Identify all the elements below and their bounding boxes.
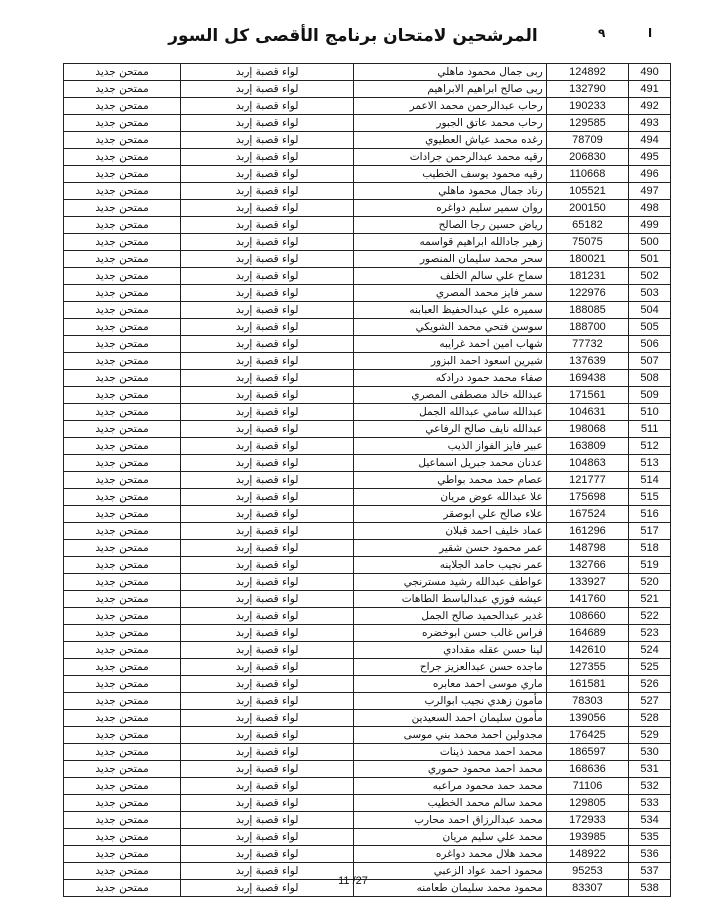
- name-cell: ربى صالح ابراهيم الابراهيم: [354, 81, 546, 98]
- id-cell: 161581: [546, 676, 628, 693]
- id-cell: 198068: [546, 421, 628, 438]
- name-cell: محمد حمد محمود مراعبه: [354, 778, 546, 795]
- status-cell: ممتحن جديد: [64, 353, 181, 370]
- district-cell: لواء قصبة إربد: [181, 778, 354, 795]
- district-cell: لواء قصبة إربد: [181, 132, 354, 149]
- name-cell: شيرين اسعود احمد البزور: [354, 353, 546, 370]
- row-number-cell: 536: [629, 846, 671, 863]
- district-cell: لواء قصبة إربد: [181, 795, 354, 812]
- name-cell: سمر فايز محمد المصري: [354, 285, 546, 302]
- id-cell: 171561: [546, 387, 628, 404]
- table-row: [64, 81, 671, 98]
- status-cell: ممتحن جديد: [64, 744, 181, 761]
- id-cell: 75075: [546, 234, 628, 251]
- row-number-cell: 500: [629, 234, 671, 251]
- id-cell: 167524: [546, 506, 628, 523]
- table-row: [64, 489, 671, 506]
- id-cell: 105521: [546, 183, 628, 200]
- id-cell: 124892: [546, 64, 628, 81]
- name-cell: محمود احمد عواد الزعبي: [354, 863, 546, 880]
- id-cell: 193985: [546, 829, 628, 846]
- row-number-cell: 509: [629, 387, 671, 404]
- name-cell: مجدولين احمد محمد بني موسى: [354, 727, 546, 744]
- id-cell: 142610: [546, 642, 628, 659]
- row-number-cell: 534: [629, 812, 671, 829]
- district-cell: لواء قصبة إربد: [181, 727, 354, 744]
- table-row: [64, 285, 671, 302]
- id-cell: 139056: [546, 710, 628, 727]
- district-cell: لواء قصبة إربد: [181, 438, 354, 455]
- table-row: [64, 64, 671, 81]
- table-row: [64, 98, 671, 115]
- id-cell: 188700: [546, 319, 628, 336]
- district-cell: لواء قصبة إربد: [181, 183, 354, 200]
- status-cell: ممتحن جديد: [64, 98, 181, 115]
- name-cell: مأمون زهدي نجيب ابوالرب: [354, 693, 546, 710]
- id-cell: 127355: [546, 659, 628, 676]
- status-cell: ممتحن جديد: [64, 778, 181, 795]
- row-number-cell: 516: [629, 506, 671, 523]
- row-number-cell: 491: [629, 81, 671, 98]
- row-number-cell: 525: [629, 659, 671, 676]
- district-cell: لواء قصبة إربد: [181, 744, 354, 761]
- status-cell: ممتحن جديد: [64, 149, 181, 166]
- id-cell: 133927: [546, 574, 628, 591]
- name-cell: محمد احمد محمد ذينات: [354, 744, 546, 761]
- district-cell: لواء قصبة إربد: [181, 81, 354, 98]
- district-cell: لواء قصبة إربد: [181, 268, 354, 285]
- status-cell: ممتحن جديد: [64, 625, 181, 642]
- row-number-cell: 493: [629, 115, 671, 132]
- status-cell: ممتحن جديد: [64, 642, 181, 659]
- name-cell: عمر نجيب حامد الجلاينه: [354, 557, 546, 574]
- name-cell: سوسن فتحي محمد الشويكي: [354, 319, 546, 336]
- district-cell: لواء قصبة إربد: [181, 115, 354, 132]
- district-cell: لواء قصبة إربد: [181, 217, 354, 234]
- district-cell: لواء قصبة إربد: [181, 676, 354, 693]
- table-row: [64, 693, 671, 710]
- row-number-cell: 499: [629, 217, 671, 234]
- table-row: [64, 523, 671, 540]
- district-cell: لواء قصبة إربد: [181, 693, 354, 710]
- id-cell: 148798: [546, 540, 628, 557]
- table-row: [64, 574, 671, 591]
- district-cell: لواء قصبة إربد: [181, 642, 354, 659]
- row-number-cell: 514: [629, 472, 671, 489]
- name-cell: عدنان محمد جبريل اسماعيل: [354, 455, 546, 472]
- row-number-cell: 502: [629, 268, 671, 285]
- status-cell: ممتحن جديد: [64, 285, 181, 302]
- id-cell: 168636: [546, 761, 628, 778]
- status-cell: ممتحن جديد: [64, 608, 181, 625]
- id-cell: 161296: [546, 523, 628, 540]
- id-cell: 108660: [546, 608, 628, 625]
- id-cell: 83307: [546, 880, 628, 897]
- row-number-cell: 532: [629, 778, 671, 795]
- row-number-cell: 521: [629, 591, 671, 608]
- table-row: [64, 557, 671, 574]
- id-cell: 132790: [546, 81, 628, 98]
- name-cell: فراس غالب حسن ابوخضره: [354, 625, 546, 642]
- status-cell: ممتحن جديد: [64, 846, 181, 863]
- name-cell: محمد عبدالرزاق احمد محارب: [354, 812, 546, 829]
- district-cell: لواء قصبة إربد: [181, 846, 354, 863]
- name-cell: علا عبدالله عوض مريان: [354, 489, 546, 506]
- district-cell: لواء قصبة إربد: [181, 336, 354, 353]
- status-cell: ممتحن جديد: [64, 115, 181, 132]
- id-cell: 200150: [546, 200, 628, 217]
- table-row: [64, 812, 671, 829]
- row-number-cell: 492: [629, 98, 671, 115]
- status-cell: ممتحن جديد: [64, 693, 181, 710]
- status-cell: ممتحن جديد: [64, 880, 181, 897]
- name-cell: روان سمير سليم دواغره: [354, 200, 546, 217]
- table-row: [64, 625, 671, 642]
- status-cell: ممتحن جديد: [64, 438, 181, 455]
- name-cell: عيشه فوزي عبدالباسط الطاهات: [354, 591, 546, 608]
- status-cell: ممتحن جديد: [64, 455, 181, 472]
- district-cell: لواء قصبة إربد: [181, 98, 354, 115]
- id-cell: 190233: [546, 98, 628, 115]
- name-cell: شهاب امين احمد غرايبه: [354, 336, 546, 353]
- row-number-cell: 513: [629, 455, 671, 472]
- id-cell: 129585: [546, 115, 628, 132]
- id-cell: 65182: [546, 217, 628, 234]
- row-number-cell: 528: [629, 710, 671, 727]
- table-row: [64, 115, 671, 132]
- name-cell: عبدالله خالد مصطفى المصري: [354, 387, 546, 404]
- table-row: [64, 251, 671, 268]
- name-cell: عصام حمد محمد بواطي: [354, 472, 546, 489]
- id-cell: 164689: [546, 625, 628, 642]
- id-cell: 188085: [546, 302, 628, 319]
- id-cell: 206830: [546, 149, 628, 166]
- table-row: [64, 421, 671, 438]
- district-cell: لواء قصبة إربد: [181, 659, 354, 676]
- id-cell: 163809: [546, 438, 628, 455]
- district-cell: لواء قصبة إربد: [181, 863, 354, 880]
- status-cell: ممتحن جديد: [64, 829, 181, 846]
- name-cell: محمود محمد سليمان طعامنه: [354, 880, 546, 897]
- status-cell: ممتحن جديد: [64, 336, 181, 353]
- status-cell: ممتحن جديد: [64, 166, 181, 183]
- name-cell: سميره علي عبدالحفيظ العبابنه: [354, 302, 546, 319]
- table-row: [64, 302, 671, 319]
- table-row: [64, 591, 671, 608]
- name-cell: عبير فايز الفواز الذيب: [354, 438, 546, 455]
- name-cell: سحر محمد سليمان المنصور: [354, 251, 546, 268]
- table-row: [64, 778, 671, 795]
- row-number-cell: 523: [629, 625, 671, 642]
- row-number-cell: 526: [629, 676, 671, 693]
- name-cell: ماجده حسن عبدالعزيز جراح: [354, 659, 546, 676]
- table-row: [64, 761, 671, 778]
- id-cell: 110668: [546, 166, 628, 183]
- table-row: [64, 200, 671, 217]
- status-cell: ممتحن جديد: [64, 64, 181, 81]
- row-number-cell: 498: [629, 200, 671, 217]
- name-cell: مأمون سليمان احمد السعيدين: [354, 710, 546, 727]
- table-row: [64, 676, 671, 693]
- id-cell: 181231: [546, 268, 628, 285]
- row-number-cell: 529: [629, 727, 671, 744]
- district-cell: لواء قصبة إربد: [181, 353, 354, 370]
- status-cell: ممتحن جديد: [64, 319, 181, 336]
- district-cell: لواء قصبة إربد: [181, 574, 354, 591]
- table-row: [64, 387, 671, 404]
- status-cell: ممتحن جديد: [64, 676, 181, 693]
- row-number-cell: 504: [629, 302, 671, 319]
- district-cell: لواء قصبة إربد: [181, 285, 354, 302]
- district-cell: لواء قصبة إربد: [181, 302, 354, 319]
- status-cell: ممتحن جديد: [64, 659, 181, 676]
- row-number-cell: 522: [629, 608, 671, 625]
- table-row: [64, 166, 671, 183]
- district-cell: لواء قصبة إربد: [181, 404, 354, 421]
- district-cell: لواء قصبة إربد: [181, 557, 354, 574]
- name-cell: رناد جمال محمود ماهلي: [354, 183, 546, 200]
- id-cell: 172933: [546, 812, 628, 829]
- name-cell: ماري موسى احمد معابره: [354, 676, 546, 693]
- table-row: [64, 234, 671, 251]
- id-cell: 121777: [546, 472, 628, 489]
- row-number-cell: 537: [629, 863, 671, 880]
- row-number-cell: 501: [629, 251, 671, 268]
- id-cell: 132766: [546, 557, 628, 574]
- table-row: [64, 404, 671, 421]
- district-cell: لواء قصبة إربد: [181, 200, 354, 217]
- row-number-cell: 535: [629, 829, 671, 846]
- district-cell: لواء قصبة إربد: [181, 625, 354, 642]
- table-row: [64, 149, 671, 166]
- status-cell: ممتحن جديد: [64, 370, 181, 387]
- table-row: [64, 438, 671, 455]
- id-cell: 169438: [546, 370, 628, 387]
- name-cell: محمد هلال محمد دواغره: [354, 846, 546, 863]
- row-number-cell: 517: [629, 523, 671, 540]
- corner-mark: ا: [648, 26, 653, 40]
- district-cell: لواء قصبة إربد: [181, 251, 354, 268]
- row-number-cell: 497: [629, 183, 671, 200]
- row-number-cell: 520: [629, 574, 671, 591]
- name-cell: رحاب عبدالرحمن محمد الاعمر: [354, 98, 546, 115]
- district-cell: لواء قصبة إربد: [181, 387, 354, 404]
- id-cell: 129805: [546, 795, 628, 812]
- name-cell: عبدالله نايف صالح الرفاعي: [354, 421, 546, 438]
- table-row: [64, 642, 671, 659]
- table-row: [64, 506, 671, 523]
- id-cell: 104863: [546, 455, 628, 472]
- name-cell: لينا حسن عقله مقدادي: [354, 642, 546, 659]
- row-number-cell: 512: [629, 438, 671, 455]
- status-cell: ممتحن جديد: [64, 183, 181, 200]
- name-cell: زهير جادالله ابراهيم قواسمه: [354, 234, 546, 251]
- status-cell: ممتحن جديد: [64, 421, 181, 438]
- district-cell: لواء قصبة إربد: [181, 761, 354, 778]
- status-cell: ممتحن جديد: [64, 863, 181, 880]
- row-number-cell: 533: [629, 795, 671, 812]
- name-cell: غدير عبدالحميد صالح الجمل: [354, 608, 546, 625]
- table-row: [64, 710, 671, 727]
- row-number-cell: 495: [629, 149, 671, 166]
- status-cell: ممتحن جديد: [64, 506, 181, 523]
- status-cell: ممتحن جديد: [64, 200, 181, 217]
- row-number-cell: 503: [629, 285, 671, 302]
- candidates-table: [63, 63, 671, 897]
- table-row: [64, 608, 671, 625]
- table-row: [64, 829, 671, 846]
- status-cell: ممتحن جديد: [64, 251, 181, 268]
- status-cell: ممتحن جديد: [64, 81, 181, 98]
- table-row: [64, 455, 671, 472]
- name-cell: عماد خليف احمد قبلان: [354, 523, 546, 540]
- status-cell: ممتحن جديد: [64, 795, 181, 812]
- name-cell: ربى جمال محمود ماهلي: [354, 64, 546, 81]
- name-cell: رياض حسين رجا الصالح: [354, 217, 546, 234]
- id-cell: 77732: [546, 336, 628, 353]
- status-cell: ممتحن جديد: [64, 132, 181, 149]
- status-cell: ممتحن جديد: [64, 591, 181, 608]
- status-cell: ممتحن جديد: [64, 404, 181, 421]
- district-cell: لواء قصبة إربد: [181, 421, 354, 438]
- table-row: [64, 472, 671, 489]
- id-cell: 95253: [546, 863, 628, 880]
- row-number-cell: 531: [629, 761, 671, 778]
- district-cell: لواء قصبة إربد: [181, 591, 354, 608]
- status-cell: ممتحن جديد: [64, 523, 181, 540]
- status-cell: ممتحن جديد: [64, 727, 181, 744]
- id-cell: 71106: [546, 778, 628, 795]
- table-row: [64, 336, 671, 353]
- district-cell: لواء قصبة إربد: [181, 880, 354, 897]
- table-row: [64, 846, 671, 863]
- district-cell: لواء قصبة إربد: [181, 812, 354, 829]
- district-cell: لواء قصبة إربد: [181, 829, 354, 846]
- district-cell: لواء قصبة إربد: [181, 166, 354, 183]
- name-cell: محمد علي سليم مريان: [354, 829, 546, 846]
- district-cell: لواء قصبة إربد: [181, 64, 354, 81]
- row-number-cell: 538: [629, 880, 671, 897]
- status-cell: ممتحن جديد: [64, 812, 181, 829]
- row-number-cell: 490: [629, 64, 671, 81]
- id-cell: 180021: [546, 251, 628, 268]
- name-cell: صفاء محمد حمود درادكه: [354, 370, 546, 387]
- id-cell: 104631: [546, 404, 628, 421]
- status-cell: ممتحن جديد: [64, 234, 181, 251]
- row-number-cell: 530: [629, 744, 671, 761]
- table-row: [64, 540, 671, 557]
- district-cell: لواء قصبة إربد: [181, 455, 354, 472]
- name-cell: عبدالله سامي عبدالله الجمل: [354, 404, 546, 421]
- district-cell: لواء قصبة إربد: [181, 472, 354, 489]
- name-cell: محمد احمد محمود حموري: [354, 761, 546, 778]
- name-cell: رحاب محمد عاتق الجبور: [354, 115, 546, 132]
- district-cell: لواء قصبة إربد: [181, 489, 354, 506]
- status-cell: ممتحن جديد: [64, 540, 181, 557]
- district-cell: لواء قصبة إربد: [181, 234, 354, 251]
- id-cell: 122976: [546, 285, 628, 302]
- row-number-cell: 507: [629, 353, 671, 370]
- id-cell: 78303: [546, 693, 628, 710]
- name-cell: عواطف عبدالله رشيد مسترنجي: [354, 574, 546, 591]
- table-row: [64, 319, 671, 336]
- candidates-table-body: [64, 64, 671, 897]
- id-cell: 137639: [546, 353, 628, 370]
- row-number-cell: 519: [629, 557, 671, 574]
- row-number-cell: 505: [629, 319, 671, 336]
- table-row: [64, 268, 671, 285]
- row-number-cell: 496: [629, 166, 671, 183]
- status-cell: ممتحن جديد: [64, 217, 181, 234]
- table-row: [64, 727, 671, 744]
- table-row: [64, 659, 671, 676]
- status-cell: ممتحن جديد: [64, 710, 181, 727]
- status-cell: ممتحن جديد: [64, 574, 181, 591]
- table-row: [64, 370, 671, 387]
- district-cell: لواء قصبة إربد: [181, 506, 354, 523]
- id-cell: 176425: [546, 727, 628, 744]
- table-row: [64, 795, 671, 812]
- table-row: [64, 132, 671, 149]
- name-cell: علاء صالح علي ابوصقر: [354, 506, 546, 523]
- status-cell: ممتحن جديد: [64, 489, 181, 506]
- row-number-cell: 510: [629, 404, 671, 421]
- row-number-cell: 527: [629, 693, 671, 710]
- id-cell: 175698: [546, 489, 628, 506]
- name-cell: رقيه محمود يوسف الخطيب: [354, 166, 546, 183]
- row-number-cell: 494: [629, 132, 671, 149]
- id-cell: 78709: [546, 132, 628, 149]
- row-number-cell: 508: [629, 370, 671, 387]
- district-cell: لواء قصبة إربد: [181, 149, 354, 166]
- table-row: [64, 744, 671, 761]
- corner-mark: ٩: [598, 26, 606, 40]
- id-cell: 186597: [546, 744, 628, 761]
- name-cell: رقيه محمد عبدالرحمن جرادات: [354, 149, 546, 166]
- row-number-cell: 515: [629, 489, 671, 506]
- status-cell: ممتحن جديد: [64, 761, 181, 778]
- page-title: المرشحين لامتحان برنامج الأقصى كل السور: [168, 26, 538, 46]
- status-cell: ممتحن جديد: [64, 472, 181, 489]
- row-number-cell: 506: [629, 336, 671, 353]
- name-cell: عمر محمود حسن شقير: [354, 540, 546, 557]
- row-number-cell: 524: [629, 642, 671, 659]
- id-cell: 141760: [546, 591, 628, 608]
- name-cell: رغده محمد عياش العطيوي: [354, 132, 546, 149]
- district-cell: لواء قصبة إربد: [181, 523, 354, 540]
- row-number-cell: 518: [629, 540, 671, 557]
- table-row: [64, 183, 671, 200]
- status-cell: ممتحن جديد: [64, 302, 181, 319]
- status-cell: ممتحن جديد: [64, 387, 181, 404]
- district-cell: لواء قصبة إربد: [181, 319, 354, 336]
- status-cell: ممتحن جديد: [64, 268, 181, 285]
- name-cell: محمد سالم محمد الخطيب: [354, 795, 546, 812]
- district-cell: لواء قصبة إربد: [181, 540, 354, 557]
- status-cell: ممتحن جديد: [64, 557, 181, 574]
- id-cell: 148922: [546, 846, 628, 863]
- district-cell: لواء قصبة إربد: [181, 370, 354, 387]
- table-row: [64, 217, 671, 234]
- district-cell: لواء قصبة إربد: [181, 710, 354, 727]
- district-cell: لواء قصبة إربد: [181, 608, 354, 625]
- page-number: 11 /27: [338, 875, 368, 887]
- name-cell: سماح علي سالم الخلف: [354, 268, 546, 285]
- table-row: [64, 353, 671, 370]
- row-number-cell: 511: [629, 421, 671, 438]
